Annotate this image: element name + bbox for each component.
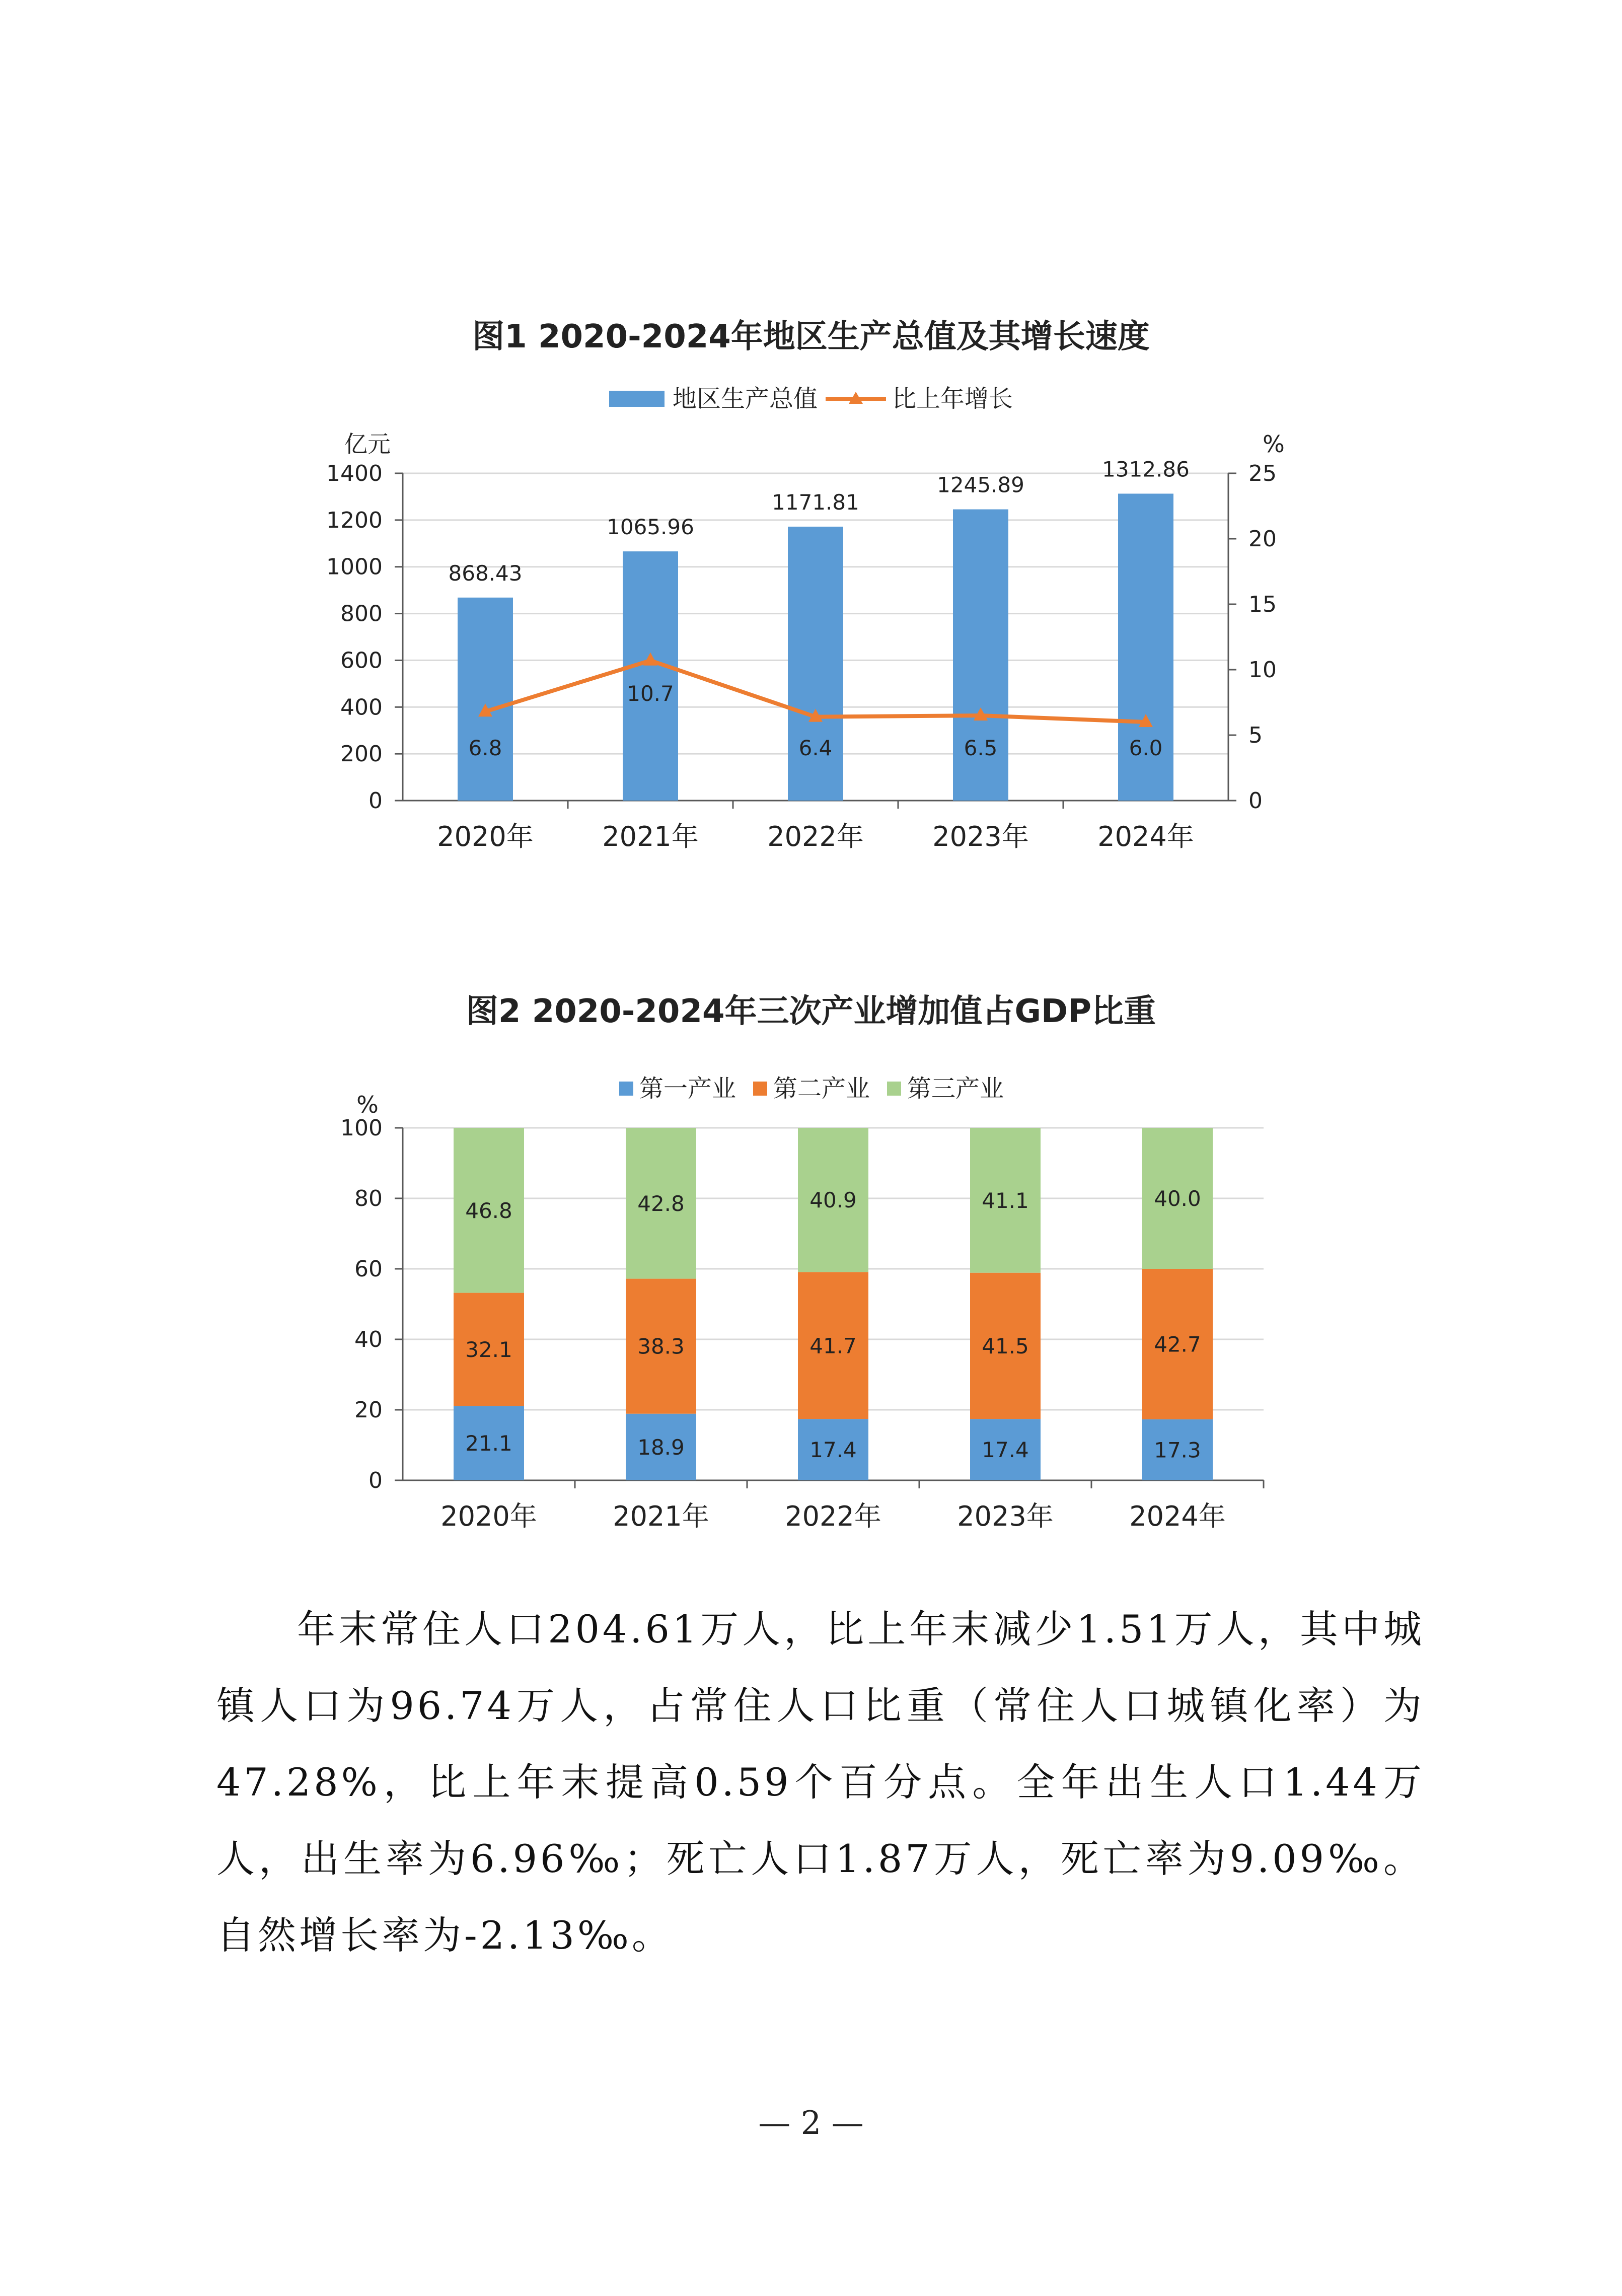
segment-value-label: 41.1 [982, 1188, 1029, 1213]
axis-unit: % [356, 1091, 379, 1118]
right-axis-tick-label: 5 [1248, 723, 1263, 748]
x-axis-tick-label: 2023年 [932, 821, 1029, 852]
legend-label-gdp: 地区生产总值 [673, 385, 818, 413]
left-axis-tick-label: 1200 [326, 507, 383, 533]
segment-value-label: 42.8 [637, 1191, 685, 1216]
right-axis-tick-label: 20 [1248, 526, 1277, 552]
segment-value-label: 21.1 [465, 1431, 512, 1456]
segment-value-label: 40.0 [1154, 1186, 1201, 1211]
growth-value-label: 6.5 [964, 736, 998, 760]
segment-value-label: 38.3 [637, 1334, 685, 1359]
chart-title: 图1 2020-2024年地区生产总值及其增长速度 [472, 318, 1150, 355]
x-axis-tick-label: 2022年 [785, 1500, 881, 1532]
gdp-bar [623, 551, 678, 801]
legend-swatch-gdp [609, 391, 665, 407]
segment-value-label: 42.7 [1154, 1332, 1201, 1357]
industry-share-chart [0, 987, 1622, 1566]
legend-swatch [619, 1082, 633, 1096]
y-axis-tick-label: 20 [354, 1397, 383, 1423]
right-axis-unit: % [1263, 430, 1285, 458]
legend-label: 第一产业 [639, 1074, 736, 1103]
x-axis-tick-label: 2021年 [613, 1500, 709, 1532]
segment-value-label: 17.4 [982, 1438, 1029, 1463]
legend-label-growth: 比上年增长 [892, 385, 1013, 413]
growth-value-label: 6.0 [1129, 736, 1163, 760]
left-axis-tick-label: 0 [368, 788, 383, 814]
y-axis-tick-label: 100 [340, 1115, 383, 1141]
left-axis-tick-label: 1000 [326, 554, 383, 580]
segment-value-label: 40.9 [809, 1188, 857, 1213]
chart-title: 图2 2020-2024年三次产业增加值占GDP比重 [466, 993, 1156, 1030]
x-axis-tick-label: 2020年 [437, 821, 534, 852]
left-axis-tick-label: 600 [340, 648, 383, 674]
growth-value-label: 10.7 [627, 681, 674, 706]
left-axis-tick-label: 200 [340, 741, 383, 767]
gdp-bar-value-label: 1065.96 [607, 515, 694, 540]
left-axis-tick-label: 400 [340, 694, 383, 721]
segment-value-label: 41.7 [809, 1333, 857, 1358]
legend-label: 第二产业 [773, 1074, 870, 1103]
right-axis-tick-label: 0 [1248, 788, 1263, 814]
legend-swatch [887, 1082, 901, 1096]
x-axis-tick-label: 2020年 [440, 1500, 537, 1532]
industry-share-chart-svg [0, 987, 1622, 1566]
right-axis-tick-label: 10 [1248, 657, 1277, 683]
segment-value-label: 18.9 [637, 1434, 685, 1460]
segment-value-label: 17.4 [809, 1438, 857, 1463]
gdp-bar-value-label: 1171.81 [772, 489, 859, 515]
plot-area [326, 457, 1277, 852]
right-axis-tick-label: 25 [1248, 461, 1277, 486]
segment-value-label: 41.5 [982, 1333, 1029, 1358]
segment-value-label: 32.1 [465, 1337, 512, 1362]
x-axis-tick-label: 2021年 [602, 821, 699, 852]
y-axis-tick-label: 40 [354, 1327, 383, 1352]
x-axis-tick-label: 2024年 [1129, 1500, 1226, 1532]
gdp-bar-value-label: 1245.89 [937, 472, 1024, 497]
segment-value-label: 46.8 [465, 1198, 512, 1223]
gdp-growth-chart-svg [0, 292, 1622, 886]
y-axis-tick-label: 60 [354, 1256, 383, 1282]
legend-label: 第三产业 [907, 1074, 1004, 1103]
right-axis-tick-label: 15 [1248, 592, 1277, 617]
gdp-bar [458, 598, 513, 801]
segment-value-label: 17.3 [1154, 1438, 1201, 1463]
page-number: — 2 — [758, 2105, 864, 2142]
population-paragraph [216, 1591, 1425, 1974]
y-axis-tick-label: 80 [354, 1186, 383, 1211]
growth-value-label: 6.4 [798, 736, 833, 760]
growth-value-label: 6.8 [468, 736, 502, 760]
gdp-bar-value-label: 1312.86 [1102, 457, 1190, 482]
x-axis-tick-label: 2023年 [957, 1500, 1054, 1532]
legend-swatch [753, 1082, 767, 1096]
gdp-growth-chart [0, 292, 1622, 886]
y-axis-tick-label: 0 [368, 1468, 383, 1493]
left-axis-tick-label: 800 [340, 601, 383, 627]
left-axis-tick-label: 1400 [326, 461, 383, 486]
x-axis-tick-label: 2024年 [1097, 821, 1194, 852]
gdp-bar-value-label: 868.43 [448, 560, 523, 586]
legend [619, 1074, 1004, 1103]
left-axis-unit: 亿元 [344, 430, 391, 458]
plot-area [340, 1115, 1264, 1532]
x-axis-tick-label: 2022年 [767, 821, 864, 852]
paragraph-text: 年末常住人口204.61万人，比上年末减少1.51万人，其中城镇人口为96.74万人，占常住人口比重（常住人口城镇化率）为47.28%，比上年末提高0.59个百分点。全年出生人口1.44万人，出生率为6.96‰；死亡人口1.87万人，死亡率为9.09‰。自然增长率为-2.13‰。 [216, 1607, 1425, 1958]
